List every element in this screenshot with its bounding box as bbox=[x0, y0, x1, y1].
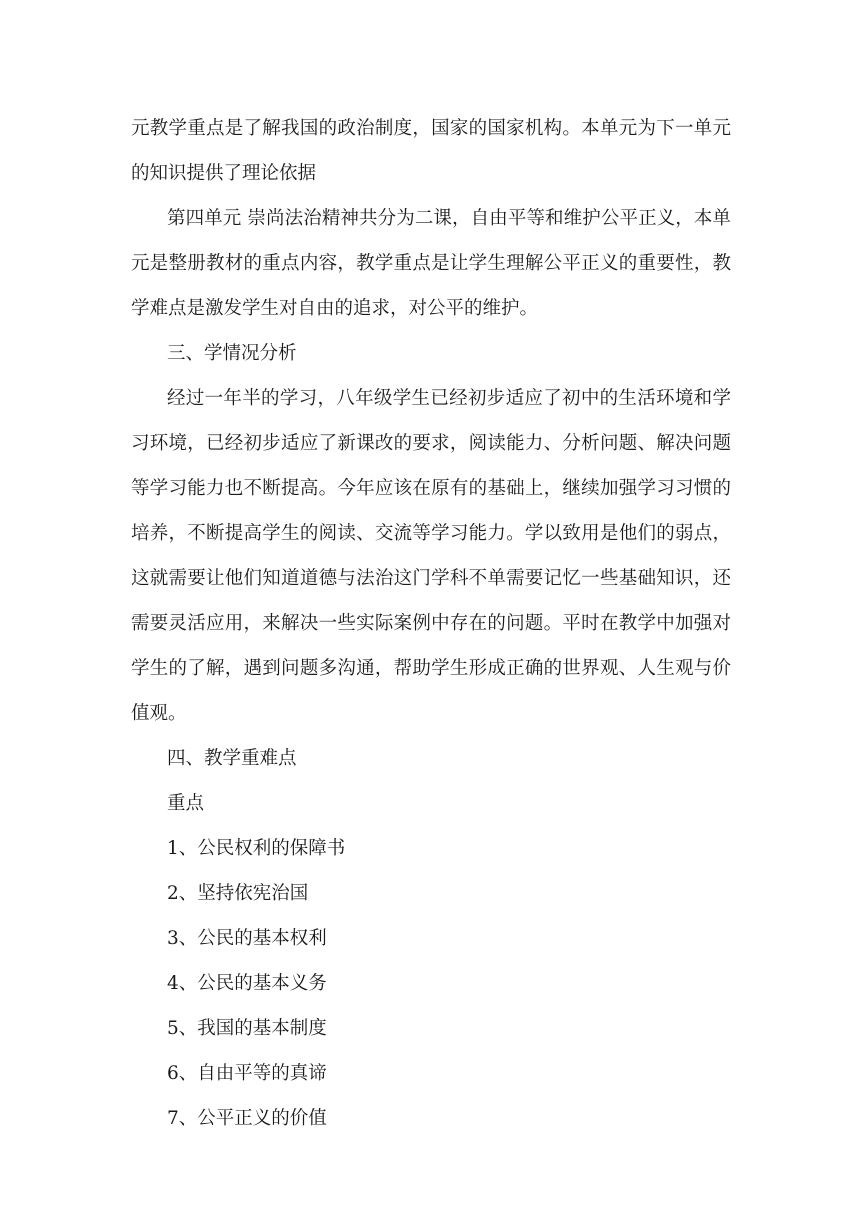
section-heading-key-points: 四、教学重难点 bbox=[167, 748, 297, 769]
list-item: 7、公平正义的价值 bbox=[167, 1108, 327, 1129]
document-page bbox=[131, 106, 731, 1141]
list-item: 1、公民权利的保障书 bbox=[167, 838, 346, 859]
section-heading-student-analysis: 三、学情况分析 bbox=[167, 343, 297, 364]
list-item: 5、我国的基本制度 bbox=[167, 1018, 327, 1039]
list-item: 6、自由平等的真谛 bbox=[167, 1063, 327, 1084]
list-item: 3、公民的基本权利 bbox=[167, 928, 327, 949]
list-item: 2、坚持依宪治国 bbox=[167, 883, 309, 904]
subheading-key-points: 重点 bbox=[167, 793, 205, 814]
paragraph-continuation: 元教学重点是了解我国的政治制度，国家的国家机构。本单元为下一单元的知识提供了理论依据 bbox=[131, 118, 731, 184]
key-points-list bbox=[131, 826, 731, 1141]
list-item: 4、公民的基本义务 bbox=[167, 973, 327, 994]
paragraph-student-analysis: 经过一年半的学习，八年级学生已经初步适应了初中的生活环境和学习环境，已经初步适应了新课改的要求，阅读能力、分析问题、解决问题等学习能力也不断提高。今年应该在原有的基础上，继续加强学习习惯的培养，不断提高学生的阅读、交流等学习能力。学以致用是他们的弱点，这就需要让他们知道道德与法治这门学科不单需要记忆一些基础知识，还需要灵活应用，来解决一些实际案例中存在的问题。平时在教学中加强对学生的了解，遇到问题多沟通，帮助学生形成正确的世界观、人生观与价值观。 bbox=[131, 388, 731, 724]
paragraph-unit-four: 第四单元 崇尚法治精神共分为二课，自由平等和维护公平正义，本单元是整册教材的重点内容，教学重点是让学生理解公平正义的重要性，教学难点是激发学生对自由的追求，对公平的维护。 bbox=[131, 208, 731, 319]
